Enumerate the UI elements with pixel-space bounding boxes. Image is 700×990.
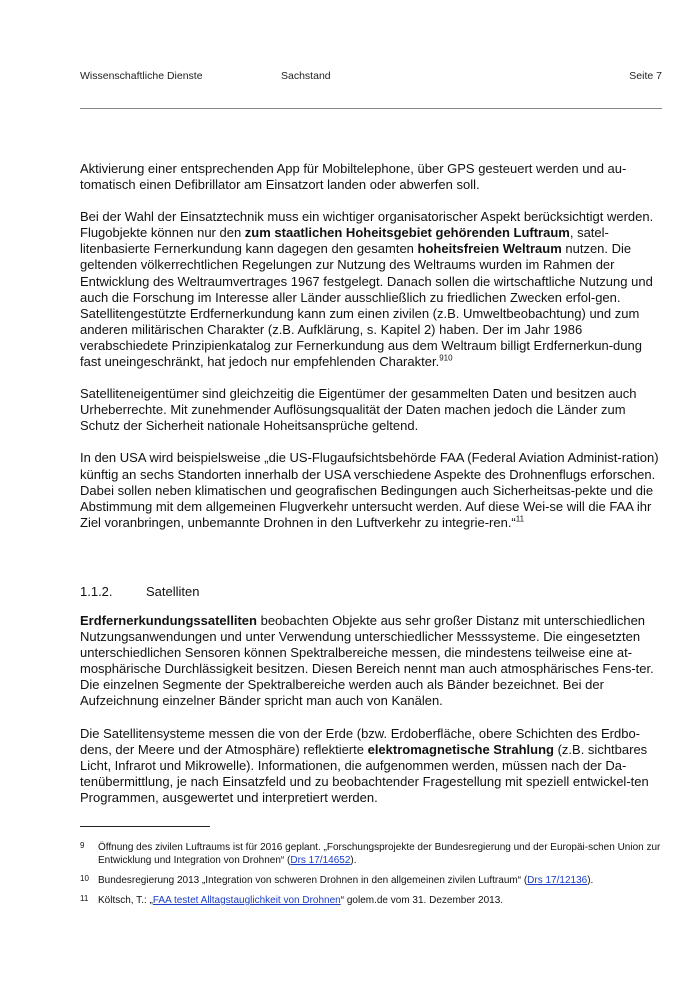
emphasis: Erdfernerkundungssatelliten <box>80 613 257 628</box>
section-text <box>80 613 662 822</box>
paragraph: Erdfernerkundungssatelliten beobachten Objekte aus sehr großer Distanz mit unterschiedlichen Nutzungsanwendungen und unter Verwendung unterschiedlicher Messsysteme. Die eingesetzten unterschiedlichen Sensoren können Spektralbereiche messen, die mindestens teilweise eine at-mosphärische Durchlässigkeit besitzen. Diesen Bereich nennt man auch atmosphärisches Fens-ter. Die einzelnen Segmente der Spektralbereiche werden auch als Bänder bezeichnet. Bei der Aufzeichnung einzelner Bänder spricht man auch von Kanälen. <box>80 613 654 709</box>
section-title: Satelliten <box>146 584 200 599</box>
footnote: 11 Költsch, T.: „FAA testet Alltagstauglichkeit von Drohnen“ golem.de vom 31. Dezember 2013. <box>80 894 504 906</box>
paragraph: Die Satellitensysteme messen die von der Erde (bzw. Erdoberfläche, obere Schichten des Erdbo-dens, der Meere und der Atmosphäre) reflektierte elektromagnetische Strahlung (z.B. sichtbares Licht, Infrarot und Mikrowelle). Informationen, die aufgenommen werden, müssen nach der Da-tenübermittlung, je nach Einsatzfeld und zu beobachtender Fragestellung mit speziell entwickel-ten Programmen, ausgewertet und interpretiert werden. <box>80 725 649 805</box>
paragraph: Bei der Wahl der Einsatztechnik muss ein wichtiger organisatorischer Aspekt berücksichtigt werden. Flugobjekte können nur den zum staatlichen Hoheitsgebiet gehörenden Luftraum, satel-litenbasierte Fernerkundung kann dagegen den gesamten hoheitsfreien Weltraum nutzen. Die geltenden völkerrechtlichen Regelungen zur Nutzung des Weltraums wurden im Rahmen der Entwicklung des Weltraumvertrages 1967 festgelegt. Danach sollen die wirtschaftliche Nutzung und auch die Forschung im Interesse aller Länder ausschließlich zu friedlichen Zwecken erfol-gen. Satellitengestützte Erdfernerkundung kann zum einen zivilen (z.B. Umweltbeobachtung) und zum anderen militärischen Charakter (z.B. Aufklärung, s. Kapitel 2) haben. Der im Jahr 1986 verabschiedete Prinzipienkatalog zur Fernerkundung aus dem Weltraum billigt Erdfernerkun-dung fast uneingeschränkt, hat jedoch nur empfehlenden Charakter.$^{910}$ <box>80 209 654 370</box>
paragraph: Aktivierung einer entsprechenden App für Mobiltelephone, über GPS gesteuert werden und au-tomatisch einen Defibrillator am Einsatzort landen oder abwerfen soll. <box>80 161 627 193</box>
footnote-number: 9 <box>80 841 85 850</box>
footnote: 10 Bundesregierung 2013 „Integration von schweren Drohnen in den allgemeinen zivilen Luftraum“ (Drs 17/12136). <box>80 874 594 886</box>
page-header <box>80 70 662 90</box>
section-heading <box>80 584 662 600</box>
footnote-link[interactable]: Drs 17/12136 <box>527 875 588 886</box>
footnote: 9 Öffnung des zivilen Luftraums ist für 2016 geplant. „Forschungsprojekte der Bundesregierung und der Europäi-schen Union zur Entwicklung und Integration von Drohnen“ (Drs 17/14652). <box>80 841 661 866</box>
section-number: 1.1.2. <box>80 584 113 599</box>
footnote-ref[interactable]: 910 <box>439 353 453 363</box>
footnote-link[interactable]: Drs 17/14652 <box>290 855 351 866</box>
footnote-link[interactable]: FAA testet Alltagstauglichkeit von Drohnen <box>152 895 341 906</box>
paragraph: In den USA wird beispielsweise „die US-Flugaufsichtsbehörde FAA (Federal Aviation Administ-ration) künftig an sechs Standorten innerhalb der USA verschiedene Aspekte des Drohnenflugs erforschen. Dabei sollen neben klimatischen und geografischen Bedingungen auch Sicherheitsas-pekte und die Abstimmung mit dem allgemeinen Flugverkehr untersucht werden. Auf diese Wei-se will die FAA ihr Ziel voranbringen, unbemannte Drohnen in den Luftverkehr zu integrie-ren.“$^{11}$ <box>80 450 659 530</box>
footnote-ref[interactable]: 11 <box>515 514 525 524</box>
emphasis: hoheitsfreien Weltraum <box>417 241 562 257</box>
footnote-divider <box>80 826 210 827</box>
header-doc-type: Sachstand <box>281 70 331 82</box>
emphasis: elektromagnetische Strahlung <box>367 741 554 757</box>
footnotes <box>80 841 662 914</box>
header-page-number: Seite 7 <box>629 70 662 82</box>
footnote-number: 11 <box>80 894 89 903</box>
footnote-number: 10 <box>80 874 89 883</box>
emphasis: zum staatlichen Hoheitsgebiet gehörenden Luftraum <box>244 225 570 241</box>
paragraph: Satelliteneigentümer sind gleichzeitig die Eigentümer der gesammelten Daten und besitzen auch Urheberrechte. Mit zunehmender Auflösungsqualität der Daten machen jedoch die Länder zum Schutz der Sicherheit nationale Hoheitsansprüche geltend. <box>80 386 637 434</box>
main-text <box>80 161 662 547</box>
header-divider <box>80 108 662 109</box>
header-department: Wissenschaftliche Dienste <box>80 70 203 82</box>
